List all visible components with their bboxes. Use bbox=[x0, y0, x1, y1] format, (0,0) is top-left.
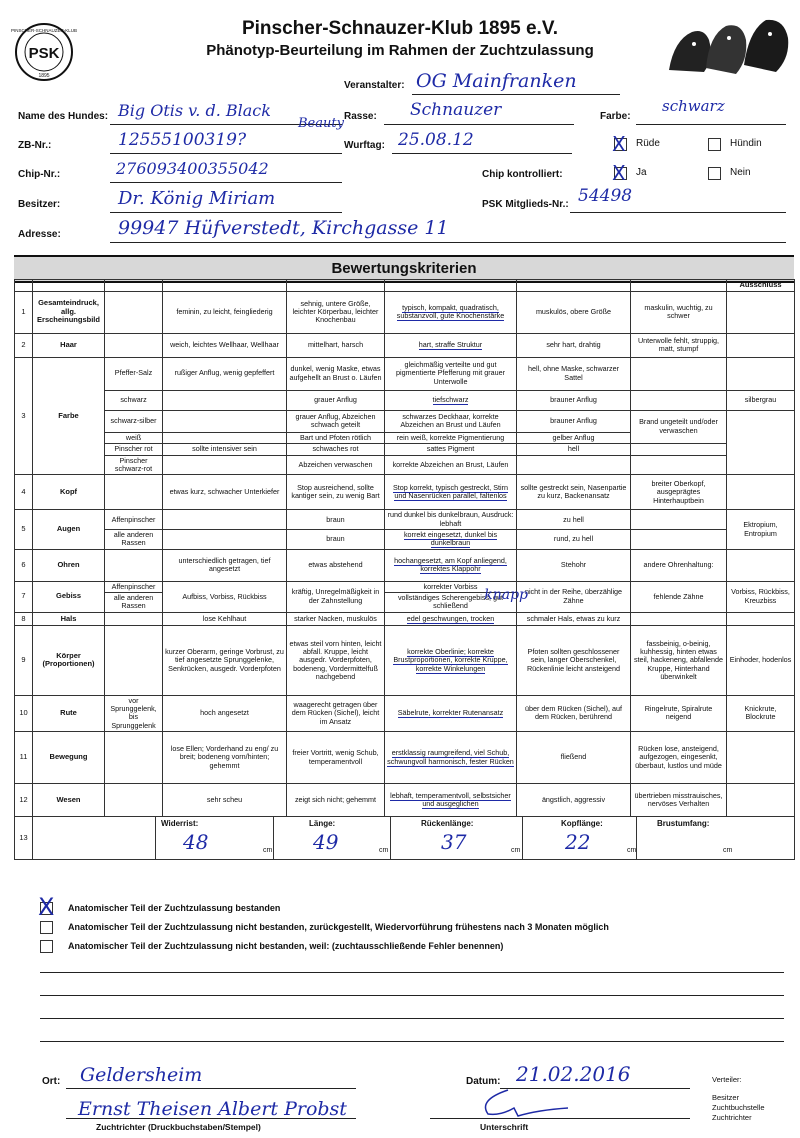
cell: waagerecht getragen über dem Rücken (Sichel), leicht im Ansatz bbox=[287, 695, 385, 731]
cell: starker Nacken, muskulös bbox=[287, 612, 385, 625]
cell: hell, ohne Maske, schwarzer Sattel bbox=[517, 357, 631, 390]
wurftag-value[interactable]: 25.08.12 bbox=[398, 130, 474, 150]
sub-criterion: schwarz-silber bbox=[105, 410, 163, 432]
chip-label: Chip-Nr.: bbox=[18, 169, 61, 180]
passed-check-mark: X bbox=[38, 893, 55, 921]
name-value-2[interactable]: Beauty bbox=[298, 116, 344, 131]
cell: Stehohr bbox=[517, 549, 631, 581]
criterion-name: Farbe bbox=[33, 357, 105, 475]
verteiler-block bbox=[712, 1075, 765, 1123]
table-row bbox=[15, 510, 795, 530]
row-number: 10 bbox=[15, 695, 33, 731]
rueckenlaenge-label: Rückenlänge: bbox=[421, 819, 474, 828]
cell bbox=[631, 530, 727, 550]
cell: feminin, zu leicht, feingliederig bbox=[163, 291, 287, 333]
unterschrift-label: Unterschrift bbox=[480, 1122, 529, 1132]
verteiler-zuchtrichter: Zuchtrichter bbox=[712, 1113, 752, 1122]
criterion-name: Ohren bbox=[33, 549, 105, 581]
table-row bbox=[15, 357, 795, 390]
divider bbox=[273, 817, 274, 859]
cell: freier Vortritt, wenig Schub, temperamentvoll bbox=[287, 732, 385, 784]
laenge-value[interactable]: 49 bbox=[313, 830, 339, 854]
cell bbox=[727, 732, 795, 784]
cell: silbergrau bbox=[727, 390, 795, 410]
ort-line bbox=[66, 1088, 356, 1089]
rasse-line bbox=[384, 124, 574, 125]
table-row bbox=[15, 333, 795, 357]
cell: etwas steil vorn hinten, leicht abfall. Kruppe, leicht ausgedr. Vorderpfoten, bodeneng, Vordermittelfuß nachgebend bbox=[287, 625, 385, 695]
cell: hoch angesetzt bbox=[163, 695, 287, 731]
verteiler-label: Verteiler: bbox=[712, 1075, 742, 1084]
cell: korrekte Abzeichen an Brust, Läufen bbox=[385, 455, 517, 475]
cm-unit: cm bbox=[263, 847, 273, 854]
cell: Stop ausreichend, sollte kantiger sein, zu wenig Bart bbox=[287, 475, 385, 510]
signature[interactable] bbox=[468, 1086, 588, 1120]
cell: fehlende Zähne bbox=[631, 581, 727, 612]
cell: braun bbox=[287, 510, 385, 530]
cell-selected[interactable] bbox=[385, 333, 517, 357]
cell bbox=[631, 612, 727, 625]
cell: braun bbox=[287, 530, 385, 550]
logo-year: 1895 bbox=[38, 73, 50, 79]
row-number: 5 bbox=[15, 510, 33, 549]
table-row bbox=[15, 390, 795, 410]
cell: übertrieben misstrauisches, nervöses Verhalten bbox=[631, 784, 727, 817]
table-row bbox=[15, 784, 795, 817]
laenge-label: Länge: bbox=[309, 819, 336, 828]
cell: fließend bbox=[517, 732, 631, 784]
cell bbox=[631, 510, 727, 530]
cell: weich, leichtes Wellhaar, Wellhaar bbox=[163, 333, 287, 357]
selected-text: tiefschwarz bbox=[432, 394, 469, 404]
cell: korrekter Vorbiss bbox=[385, 581, 517, 592]
name-label: Name des Hundes: bbox=[18, 111, 109, 122]
cell bbox=[727, 549, 795, 581]
cell-selected[interactable] bbox=[385, 625, 517, 695]
cell: rußiger Anflug, wenig gepfeffert bbox=[163, 357, 287, 390]
cell bbox=[631, 357, 727, 390]
cell bbox=[631, 443, 727, 455]
cell bbox=[105, 732, 163, 784]
criterion-name: Wesen bbox=[33, 784, 105, 817]
cell-selected[interactable] bbox=[385, 475, 517, 510]
row-number: 1 bbox=[15, 291, 33, 333]
divider bbox=[636, 817, 637, 859]
cell: Einhoder, hodenlos bbox=[727, 625, 795, 695]
cell: rund dunkel bis dunkelbraun, Ausdruck: lebhaft bbox=[385, 510, 517, 530]
cell bbox=[631, 390, 727, 410]
ja-check-mark: X bbox=[612, 161, 626, 185]
kopflaenge-label: Kopflänge: bbox=[561, 819, 603, 828]
besitzer-value[interactable]: Dr. König Miriam bbox=[118, 188, 276, 209]
measurements-row bbox=[15, 817, 795, 860]
cell: zeigt sich nicht; gehemmt bbox=[287, 784, 385, 817]
veranstalter-value[interactable]: OG Mainfranken bbox=[416, 70, 577, 92]
sub-criterion: alle anderen Rassen bbox=[105, 530, 163, 550]
criterion-name: Rute bbox=[33, 695, 105, 731]
cell: sollte intensiver sein bbox=[163, 443, 287, 455]
result-deferred-label: Anatomischer Teil der Zuchtzulassung nicht bestanden, zurückgestellt, Wiedervorführung frühestens nach 3 Monaten möglich bbox=[68, 922, 609, 932]
cell bbox=[727, 357, 795, 390]
cell bbox=[105, 475, 163, 510]
cell: andere Ohrenhaltung: bbox=[631, 549, 727, 581]
chip-ja-checkbox[interactable] bbox=[612, 161, 627, 185]
criterion-name: Augen bbox=[33, 510, 105, 549]
table-row bbox=[15, 530, 795, 550]
logo-ring-text: PINSCHER-SCHNAUZER-KLUB bbox=[10, 28, 78, 33]
row-number: 9 bbox=[15, 625, 33, 695]
cell: kurzer Oberarm, geringe Vorbrust, zu tief angesetzte Sprunggelenke, Senkrücken, ausgedr. Vorderpfoten bbox=[163, 625, 287, 695]
cell bbox=[105, 625, 163, 695]
table-row bbox=[15, 410, 795, 432]
cell: sattes Pigment bbox=[385, 443, 517, 455]
cell: über dem Rücken (Sichel), auf dem Rücken, berührend bbox=[517, 695, 631, 731]
cell: Abzeichen verwaschen bbox=[287, 455, 385, 475]
result-deferred-checkbox[interactable] bbox=[40, 921, 53, 934]
kopflaenge-value[interactable]: 22 bbox=[565, 830, 591, 854]
cm-unit: cm bbox=[627, 847, 637, 854]
cell-selected[interactable] bbox=[385, 390, 517, 410]
cell: brauner Anflug bbox=[517, 410, 631, 432]
selected-text: typisch, kompakt, quadratisch, substanzvoll, gute Knochenstärke bbox=[396, 302, 505, 321]
datum-label: Datum: bbox=[466, 1076, 501, 1087]
result-failed-label: Anatomischer Teil der Zuchtzulassung nicht bestanden, weil: (zuchtausschließende Fehler benennen) bbox=[68, 941, 504, 951]
criterion-name: Körper (Proportionen) bbox=[33, 625, 105, 695]
cell bbox=[163, 432, 287, 443]
sub-criterion: Pfeffer-Salz bbox=[105, 357, 163, 390]
cell: Pfoten sollten geschlossener sein, langer Oberschenkel, Rückenlinie leicht ansteigend bbox=[517, 625, 631, 695]
cell: unterschiedlich getragen, tief angesetzt bbox=[163, 549, 287, 581]
cell bbox=[105, 291, 163, 333]
cell: Ektropium, Entropium bbox=[727, 510, 795, 549]
farbe-value[interactable]: schwarz bbox=[662, 97, 725, 115]
sub-criterion: schwarz bbox=[105, 390, 163, 410]
table-row bbox=[15, 443, 795, 455]
cell bbox=[105, 784, 163, 817]
cell bbox=[163, 410, 287, 432]
verteiler-zuchtbuchstelle: Zuchtbuchstelle bbox=[712, 1103, 765, 1112]
cell: sehnig, untere Größe, leichter Körperbau, leichter Knochenbau bbox=[287, 291, 385, 333]
cell: etwas abstehend bbox=[287, 549, 385, 581]
selected-text: hochangesetzt, am Kopf anliegend, korrektes Klappohr bbox=[394, 555, 507, 574]
criteria-title-text: Bewertungskriterien bbox=[331, 260, 477, 277]
ruede-checkbox[interactable] bbox=[612, 132, 627, 156]
reason-line[interactable] bbox=[40, 1018, 784, 1019]
cm-unit: cm bbox=[379, 847, 389, 854]
cell: gleichmäßig verteilte und gut pigmentierte Pfefferung mit grauer Unterwolle bbox=[385, 357, 517, 390]
cell: etwas kurz, schwacher Unterkiefer bbox=[163, 475, 287, 510]
handwritten-note: knapp bbox=[484, 586, 528, 603]
besitzer-line bbox=[110, 212, 342, 213]
cell: grauer Anflug, Abzeichen schwach geteilt bbox=[287, 410, 385, 432]
cell bbox=[105, 333, 163, 357]
cell: gelber Anflug bbox=[517, 432, 631, 443]
datum-value[interactable]: 21.02.2016 bbox=[516, 1062, 631, 1086]
chip-nein-checkbox[interactable] bbox=[708, 167, 721, 180]
cell: Rücken lose, ansteigend, aufgezogen, eingesenkt, überbaut, lustlos und müde bbox=[631, 732, 727, 784]
chip-kontrolliert-label: Chip kontrolliert: bbox=[482, 169, 563, 180]
table-row bbox=[15, 475, 795, 510]
cell bbox=[727, 475, 795, 510]
ja-label: Ja bbox=[636, 167, 647, 178]
page-title: Pinscher-Schnauzer-Klub 1895 e.V. bbox=[241, 18, 559, 39]
selected-text: Säbelrute, korrekter Rutenansatz bbox=[397, 708, 504, 718]
ausschluss-header: Ausschluss bbox=[727, 280, 795, 292]
ruede-check-mark: X bbox=[612, 132, 626, 156]
row-number: 3 bbox=[15, 357, 33, 475]
table-row bbox=[15, 549, 795, 581]
cell: schwaches rot bbox=[287, 443, 385, 455]
cell: zu hell bbox=[517, 510, 631, 530]
row-number: 7 bbox=[15, 581, 33, 612]
cell: Bart und Pfoten rötlich bbox=[287, 432, 385, 443]
rasse-value[interactable]: Schnauzer bbox=[410, 100, 502, 120]
row-number: 2 bbox=[15, 333, 33, 357]
cell: Ringelrute, Spiralrute neigend bbox=[631, 695, 727, 731]
row-number: 4 bbox=[15, 475, 33, 510]
reason-line[interactable] bbox=[40, 972, 784, 973]
measurements-cell bbox=[33, 817, 795, 860]
psk-label: PSK Mitglieds-Nr.: bbox=[482, 199, 569, 210]
cell bbox=[105, 612, 163, 625]
verteiler-besitzer: Besitzer bbox=[712, 1093, 740, 1102]
huendin-label: Hündin bbox=[730, 138, 762, 149]
cell: sollte gestreckt sein, Nasenpartie zu kurz, Backenansatz bbox=[517, 475, 631, 510]
cell bbox=[163, 390, 287, 410]
chip-line bbox=[110, 182, 342, 183]
criterion-name: Gebiss bbox=[33, 581, 105, 612]
chip-value[interactable]: 276093400355042 bbox=[116, 159, 269, 178]
cell: sehr scheu bbox=[163, 784, 287, 817]
sub-criterion: Pinscher rot bbox=[105, 443, 163, 455]
sub-criterion: alle anderen Rassen bbox=[105, 592, 163, 612]
result-passed-label: Anatomischer Teil der Zuchtzulassung bestanden bbox=[68, 903, 281, 913]
cell bbox=[163, 510, 287, 530]
row-number: 6 bbox=[15, 549, 33, 581]
divider bbox=[155, 817, 156, 859]
cell-selected[interactable] bbox=[385, 291, 517, 333]
adresse-value[interactable]: 99947 Hüfverstedt, Kirchgasse 11 bbox=[118, 217, 449, 239]
selected-text: Stop korrekt, typisch gestreckt, Stirn und Nasenrücken parallel, faltenlos bbox=[392, 483, 509, 501]
selected-text: erstklassig raumgreifend, viel Schub, schwungvoll harmonisch, fester Rücken bbox=[387, 748, 514, 766]
zuchtrichter-line bbox=[66, 1118, 356, 1119]
rueckenlaenge-value[interactable]: 37 bbox=[441, 830, 467, 854]
logo-text: PSK bbox=[28, 45, 60, 62]
cell-selected[interactable] bbox=[385, 784, 517, 817]
cell-text: vollständiges Scherengebiss, gut schließend bbox=[397, 593, 504, 611]
selected-text: korrekte Oberlinie; korrekte Brustproportionen, korrekte Kruppe, korrekte Winkelungen bbox=[393, 646, 508, 673]
wurftag-label: Wurftag: bbox=[344, 140, 385, 151]
cm-unit: cm bbox=[511, 847, 521, 854]
cell bbox=[631, 455, 727, 475]
cell-selected[interactable] bbox=[385, 732, 517, 784]
veranstalter-label: Veranstalter: bbox=[344, 80, 405, 91]
row-number: 8 bbox=[15, 612, 33, 625]
cell: maskulin, wuchtig, zu schwer bbox=[631, 291, 727, 333]
cell: brauner Anflug bbox=[517, 390, 631, 410]
selected-text: edel geschwungen, trocken bbox=[406, 613, 495, 623]
ort-label: Ort: bbox=[42, 1076, 61, 1087]
farbe-line bbox=[636, 124, 786, 125]
cell: dunkel, wenig Maske, etwas aufgehellt an Brust o. Läufen bbox=[287, 357, 385, 390]
cell: ängstlich, aggressiv bbox=[517, 784, 631, 817]
dog-heads-illustration bbox=[664, 10, 794, 80]
cell: lose Ellen; Vorderhand zu eng/ zu breit; bodeneng vorn/hinten; gehemmt bbox=[163, 732, 287, 784]
cell: rein weiß, korrekte Pigmentierung bbox=[385, 432, 517, 443]
cell: Vorbiss, Rückbiss, Kreuzbiss bbox=[727, 581, 795, 612]
sub-criterion: Affenpinscher bbox=[105, 581, 163, 592]
nein-label: Nein bbox=[730, 167, 751, 178]
result-failed-checkbox[interactable] bbox=[40, 940, 53, 953]
row-number: 12 bbox=[15, 784, 33, 817]
cell: Unterwolle fehlt, struppig, matt, stumpf bbox=[631, 333, 727, 357]
row-number: 13 bbox=[15, 817, 33, 860]
cell: kräftig, Unregelmäßigkeit in der Zahnstellung bbox=[287, 581, 385, 612]
page-subtitle: Phänotyp-Beurteilung im Rahmen der Zuchtzulassung bbox=[206, 42, 594, 59]
cm-unit: cm bbox=[723, 847, 733, 854]
ruede-label: Rüde bbox=[636, 138, 660, 149]
cell bbox=[163, 530, 287, 550]
cell: Knickrute, Blockrute bbox=[727, 695, 795, 731]
cell-selected[interactable] bbox=[385, 549, 517, 581]
cell bbox=[105, 549, 163, 581]
table-row bbox=[15, 581, 795, 592]
besitzer-label: Besitzer: bbox=[18, 199, 61, 210]
table-row bbox=[15, 695, 795, 731]
cell: breiter Oberkopf, ausgeprägtes Hinterhauptbein bbox=[631, 475, 727, 510]
table-row bbox=[15, 455, 795, 475]
cell: Aufbiss, Vorbiss, Rückbiss bbox=[163, 581, 287, 612]
cell bbox=[727, 612, 795, 625]
cell: fassbeinig, o-beinig, kuhhessig, hinten etwas steil, hackeneng, abfallende Kruppe, Hinterhand überwinkelt bbox=[631, 625, 727, 695]
cell: vor Sprunggelenk, bis Sprunggelenk bbox=[105, 695, 163, 731]
cell: rund, zu hell bbox=[517, 530, 631, 550]
cell bbox=[517, 455, 631, 475]
brustumfang-label: Brustumfang: bbox=[657, 819, 710, 828]
cell bbox=[727, 410, 795, 475]
widerrist-value[interactable]: 48 bbox=[183, 830, 209, 854]
cell: nicht in der Reihe, überzählige Zähne bbox=[517, 581, 631, 612]
row-number: 11 bbox=[15, 732, 33, 784]
ort-value[interactable]: Geldersheim bbox=[80, 1064, 203, 1086]
cell: Brand ungeteilt und/oder verwaschen bbox=[631, 410, 727, 443]
adresse-line bbox=[110, 242, 786, 243]
reason-line[interactable] bbox=[40, 1041, 784, 1042]
cell: schmaler Hals, etwas zu kurz bbox=[517, 612, 631, 625]
name-value[interactable]: Big Otis v. d. Black bbox=[118, 101, 271, 120]
cell: muskulös, obere Größe bbox=[517, 291, 631, 333]
cell-selected[interactable] bbox=[385, 612, 517, 625]
cell bbox=[727, 333, 795, 357]
sub-criterion: Affenpinscher bbox=[105, 510, 163, 530]
criteria-table bbox=[14, 279, 795, 860]
farbe-label: Farbe: bbox=[600, 111, 631, 122]
cell-selected[interactable] bbox=[385, 530, 517, 550]
adresse-label: Adresse: bbox=[18, 229, 61, 240]
cell: schwarzes Deckhaar, korrekte Abzeichen an Brust und Läufen bbox=[385, 410, 517, 432]
divider bbox=[522, 817, 523, 859]
criterion-name: Haar bbox=[33, 333, 105, 357]
psk-line bbox=[570, 212, 786, 213]
rasse-label: Rasse: bbox=[344, 111, 377, 122]
criterion-name: Kopf bbox=[33, 475, 105, 510]
table-row bbox=[15, 291, 795, 333]
criterion-name: Bewegung bbox=[33, 732, 105, 784]
veranstalter-line bbox=[412, 94, 620, 95]
zuchtrichter-value[interactable]: Ernst Theisen Albert Probst bbox=[78, 1098, 347, 1120]
huendin-checkbox[interactable] bbox=[708, 138, 721, 151]
unterschrift-line bbox=[430, 1118, 690, 1119]
zuchtrichter-label: Zuchtrichter (Druckbuchstaben/Stempel) bbox=[96, 1122, 261, 1132]
cell: sehr hart, drahtig bbox=[517, 333, 631, 357]
cell: mittelhart, harsch bbox=[287, 333, 385, 357]
selected-text: hart, straffe Struktur bbox=[418, 339, 483, 349]
cell: lose Kehlhaut bbox=[163, 612, 287, 625]
zb-line bbox=[110, 153, 342, 154]
sub-criterion: weiß bbox=[105, 432, 163, 443]
zb-label: ZB-Nr.: bbox=[18, 140, 52, 151]
cell: grauer Anflug bbox=[287, 390, 385, 410]
divider bbox=[390, 817, 391, 859]
cell bbox=[727, 291, 795, 333]
widerrist-label: Widerrist: bbox=[161, 819, 199, 828]
cell-selected[interactable] bbox=[385, 695, 517, 731]
sub-criterion: Pinscher schwarz-rot bbox=[105, 455, 163, 475]
selected-text: korrekt eingesetzt, dunkel bis dunkelbraun bbox=[403, 530, 498, 548]
cell: hell bbox=[517, 443, 631, 455]
table-row bbox=[15, 732, 795, 784]
cell bbox=[727, 784, 795, 817]
zb-value[interactable]: 12555100319? bbox=[118, 130, 247, 150]
wurftag-line bbox=[392, 153, 572, 154]
table-row bbox=[15, 625, 795, 695]
table-header-row bbox=[15, 280, 795, 292]
selected-text: lebhaft, temperamentvoll, selbstsicher und ausgeglichen bbox=[390, 790, 511, 808]
cell bbox=[163, 455, 287, 475]
psk-value[interactable]: 54498 bbox=[578, 186, 633, 206]
table-row bbox=[15, 612, 795, 625]
criterion-name: Gesamteindruck, allg. Erscheinungsbild bbox=[33, 291, 105, 333]
criterion-name: Hals bbox=[33, 612, 105, 625]
reason-line[interactable] bbox=[40, 995, 784, 996]
result-passed-checkbox[interactable] bbox=[38, 893, 55, 921]
